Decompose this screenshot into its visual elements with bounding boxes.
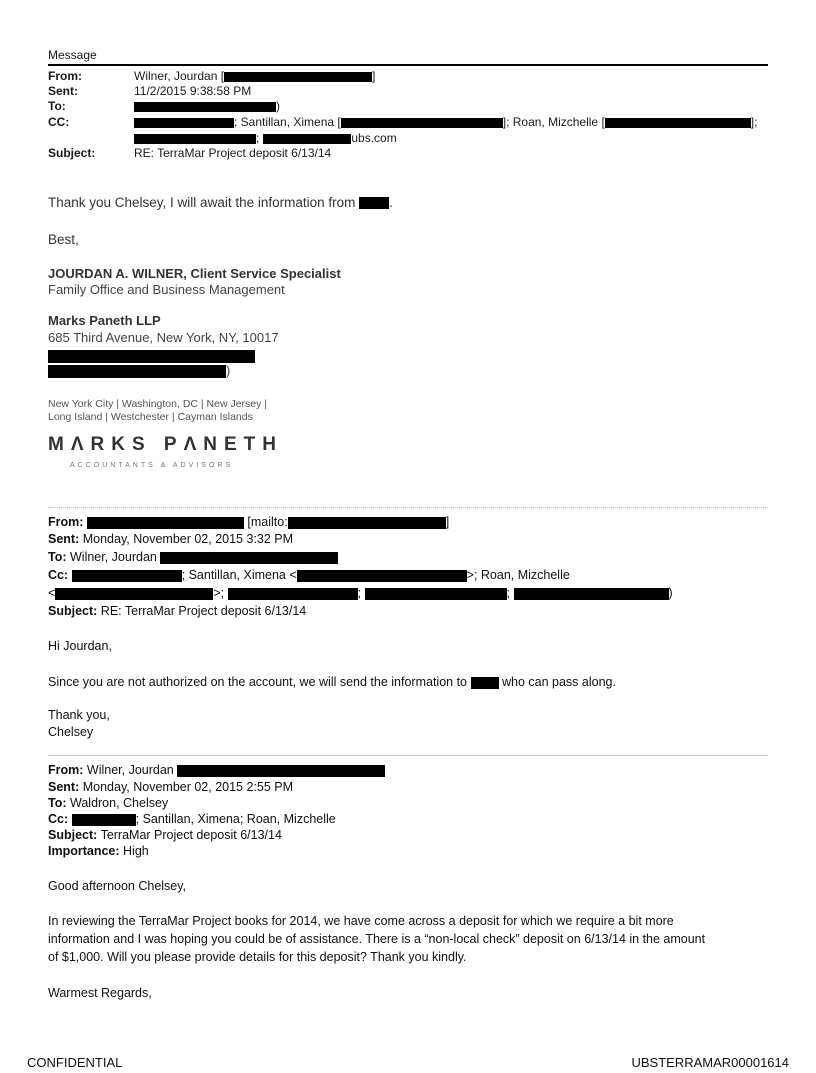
redaction: [228, 588, 358, 600]
cc-line2-tail: ubs.com: [351, 131, 397, 145]
marks-paneth-logo: MΛRKS PΛNETH: [48, 434, 283, 455]
email2-to-row: [48, 549, 338, 565]
header-subject-row: [48, 146, 331, 161]
email3-to-row: [48, 795, 168, 811]
cc-label: CC:: [48, 115, 70, 129]
header-from-row: [48, 69, 375, 84]
email2-body-a: Since you are not authorized on the account, we will send the information to: [48, 675, 468, 689]
redaction: [177, 765, 385, 777]
signature-firm: Marks Paneth LLP: [48, 313, 161, 328]
email3-cc-value: ; Santillan, Ximena; Roan, Mizchelle: [135, 812, 336, 826]
signature-address: 685 Third Avenue, New York, NY, 10017: [48, 330, 279, 345]
redaction: [471, 677, 499, 689]
header-to-row: [48, 99, 280, 114]
email2-cc-l2-b: >;: [213, 586, 225, 600]
redaction: [359, 197, 389, 209]
email3-closing: Warmest Regards,: [48, 986, 152, 1000]
email3-body-2: information and I was hoping you could be of assistance. There is a “non-local check” deposit on 6/13/14 in the amount: [48, 932, 706, 946]
reply1-closing: Best,: [48, 232, 79, 247]
reply1-end: .: [389, 195, 393, 210]
signature-name: JOURDAN A. WILNER, Client Service Specialist: [48, 266, 341, 281]
email2-from-tail: ]: [445, 515, 450, 529]
email3-sent-value: Monday, November 02, 2015 2:55 PM: [82, 780, 294, 794]
redaction: [288, 517, 446, 529]
email3-from-row: [48, 762, 385, 778]
from-value: Wilner, Jourdan [: [134, 69, 225, 83]
redaction: [48, 350, 255, 363]
email2-to-label: To:: [48, 550, 67, 564]
cc-text-2: ]; Roan, Mizchelle [: [502, 115, 605, 129]
email2-sent-row: [48, 531, 293, 547]
redaction: [224, 72, 372, 82]
email2-sent-label: Sent:: [48, 532, 80, 546]
redaction: [605, 118, 751, 128]
email2-cc-row: [48, 567, 570, 583]
sent-value: 11/2/2015 9:38:58 PM: [134, 84, 252, 98]
email3-subject-row: [48, 827, 282, 843]
email2-closing-1: Thank you,: [48, 708, 110, 722]
signature-redaction-2: [48, 363, 230, 378]
email2-subject-label: Subject:: [48, 604, 98, 618]
email3-sent-label: Sent:: [48, 780, 80, 794]
to-label: To:: [48, 99, 66, 113]
email3-sent-row: [48, 779, 293, 795]
email2-from-label: From:: [48, 515, 84, 529]
email2-cc-row-2: [48, 585, 673, 601]
from-label: From:: [48, 69, 82, 83]
redaction: [134, 118, 234, 128]
redaction: [297, 570, 467, 582]
logo-tagline: ACCOUNTANTS & ADVISORS: [70, 462, 234, 469]
redaction: [48, 365, 226, 378]
email3-cc-label: Cc:: [48, 812, 69, 826]
redaction: [341, 118, 503, 128]
email3-importance-value: High: [123, 844, 149, 858]
redaction: [134, 102, 276, 112]
email3-to-label: To:: [48, 796, 67, 810]
separator-2: [48, 755, 768, 756]
cc-line2-sep: ;: [256, 131, 260, 145]
email3-subject-label: Subject:: [48, 828, 98, 842]
footer-bates-number: UBSTERRAMAR00001614: [631, 1055, 789, 1070]
from-tail: ]: [372, 69, 376, 83]
email2-cc-l2-a: <: [48, 586, 56, 600]
header-cc-row-2: [134, 131, 397, 146]
redaction: [134, 134, 256, 144]
cc-text-1: ; Santillan, Ximena [: [234, 115, 341, 129]
header-sent-row: [48, 84, 251, 99]
email3-body-3: of $1,000. Will you please provide details for this deposit? Thank you kindly.: [48, 950, 467, 964]
email3-subject-value: TerraMar Project deposit 6/13/14: [100, 828, 282, 842]
email3-from-value: Wilner, Jourdan: [86, 763, 174, 777]
message-label: Message: [48, 48, 97, 62]
reply1-text: Thank you Chelsey, I will await the information from: [48, 195, 356, 210]
email2-cc-text-1: ; Santillan, Ximena <: [181, 568, 297, 582]
subject-value: RE: TerraMar Project deposit 6/13/14: [134, 146, 332, 160]
redaction: [365, 588, 507, 600]
email2-cc-text-2: >; Roan, Mizchelle: [466, 568, 570, 582]
header-cc-row: [48, 115, 757, 130]
cc-text-3: ];: [750, 115, 758, 129]
email3-body-1: In reviewing the TerraMar Project books for 2014, we have come across a deposit for which we require a bit more: [48, 914, 674, 928]
signature-department: Family Office and Business Management: [48, 282, 285, 297]
email2-cc-l2-c: ;: [357, 586, 362, 600]
redaction: [87, 517, 244, 529]
email3-to-value: Waldron, Chelsey: [70, 796, 169, 810]
to-tail: ): [276, 99, 280, 113]
redaction: [514, 588, 669, 600]
redaction: [55, 588, 213, 600]
separator-1: [48, 507, 768, 508]
email2-cc-l2-e: ): [668, 586, 673, 600]
email3-importance-row: [48, 843, 149, 859]
reply1-line1: [48, 194, 393, 211]
email2-subject-row: [48, 603, 306, 619]
paren-tail: ): [226, 363, 231, 378]
email3-from-label: From:: [48, 763, 84, 777]
redaction: [72, 570, 182, 582]
email2-to-value: Wilner, Jourdan: [70, 550, 157, 564]
signature-locations-2: Long Island | Westchester | Cayman Islands: [48, 411, 253, 423]
email2-closing-2: Chelsey: [48, 725, 94, 739]
email2-subject-value: RE: TerraMar Project deposit 6/13/14: [100, 604, 307, 618]
email3-cc-row: [48, 811, 336, 827]
footer-confidential: CONFIDENTIAL: [27, 1055, 123, 1070]
email2-cc-label: Cc:: [48, 568, 69, 582]
email3-greeting: Good afternoon Chelsey,: [48, 879, 187, 893]
email2-body: [48, 674, 616, 690]
email2-cc-l2-d: ;: [506, 586, 511, 600]
header-rule: [48, 64, 768, 66]
redaction: [263, 134, 351, 144]
email2-body-b: who can pass along.: [501, 675, 616, 689]
redaction: [72, 814, 136, 826]
email2-from-row: [48, 514, 449, 530]
subject-label: Subject:: [48, 146, 96, 160]
signature-locations-1: New York City | Washington, DC | New Jersey |: [48, 398, 268, 410]
email3-importance-label: Importance:: [48, 844, 120, 858]
email2-sent-value: Monday, November 02, 2015 3:32 PM: [82, 532, 294, 546]
email2-mailto: [mailto:: [247, 515, 288, 529]
email2-greeting: Hi Jourdan,: [48, 639, 112, 653]
sent-label: Sent:: [48, 84, 78, 98]
redaction: [160, 552, 338, 564]
